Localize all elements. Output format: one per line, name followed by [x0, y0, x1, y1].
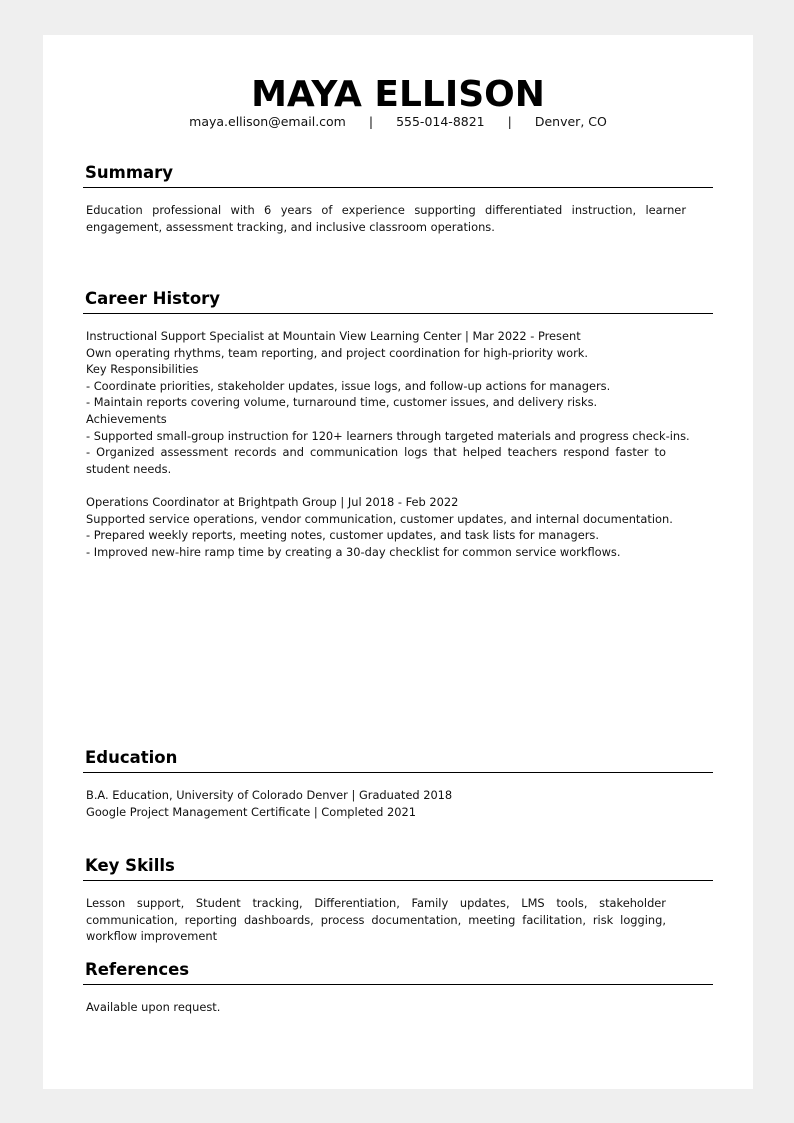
career-history-heading: Career History — [85, 289, 221, 308]
achievement-item: - Organized assessment records and communication logs that helped teachers respond faster to student needs. — [86, 445, 666, 476]
responsibility-item: - Maintain reports covering volume, turnaround time, customer issues, and delivery risks. — [86, 395, 598, 410]
location-text: Denver, CO — [534, 114, 607, 129]
responsibilities-label: Key Responsibilities — [86, 362, 199, 377]
contact-separator: | — [368, 114, 374, 129]
section-divider — [83, 984, 713, 985]
resume-page — [43, 35, 753, 1089]
job-description: Supported service operations, vendor communication, customer updates, and internal documentation. — [86, 511, 673, 526]
career-history-body — [86, 328, 690, 560]
achievement-item: - Supported small-group instruction for 120+ learners through targeted materials and progress check-ins. — [86, 428, 690, 443]
job-heading: Instructional Support Specialist at Mountain View Learning Center | Mar 2022 - Present — [86, 329, 581, 343]
summary-heading: Summary — [85, 163, 174, 182]
education-item: Google Project Management Certificate | Completed 2021 — [86, 804, 417, 819]
summary-paragraph: Education professional with 6 years of experience supporting differentiated instruction, learner engagement, assessment tracking, and inclusive classroom operations. — [86, 203, 686, 234]
job-spacer — [86, 477, 686, 494]
achievements-label: Achievements — [86, 411, 167, 426]
key-skills-heading: Key Skills — [85, 856, 175, 875]
responsibility-item: - Coordinate priorities, stakeholder updates, issue logs, and follow-up actions for managers. — [86, 378, 611, 393]
section-divider — [83, 313, 713, 314]
job-heading: Operations Coordinator at Brightpath Group | Jul 2018 - Feb 2022 — [86, 494, 459, 509]
key-skills-body — [86, 895, 666, 945]
skills-paragraph: Lesson support, Student tracking, Differentiation, Family updates, LMS tools, stakeholder communication, reporting dashboards, process documentation, meeting facilitation, risk logging, workflow improvement — [86, 896, 666, 944]
references-heading: References — [85, 960, 190, 979]
contact-line — [43, 113, 753, 131]
contact-separator: | — [507, 114, 512, 129]
education-item: B.A. Education, University of Colorado Denver | Graduated 2018 — [86, 788, 453, 802]
section-divider — [83, 187, 713, 188]
summary-text — [86, 202, 686, 235]
section-divider — [83, 880, 713, 881]
references-text: Available upon request. — [86, 1000, 221, 1014]
education-heading: Education — [85, 748, 178, 767]
email-text: maya.ellison@email.com — [189, 114, 346, 129]
job-bullet: - Prepared weekly reports, meeting notes, customer updates, and task lists for managers. — [86, 528, 599, 543]
job-description: Own operating rhythms, team reporting, and project coordination for high-priority work. — [86, 345, 588, 360]
references-body — [86, 999, 686, 1016]
job-bullet: - Improved new-hire ramp time by creating a 30-day checklist for common service workflows. — [86, 544, 621, 559]
phone-text: 555-014-8821 — [396, 114, 485, 129]
candidate-name: MAYA ELLISON — [251, 74, 545, 115]
section-divider — [83, 772, 713, 773]
education-body — [86, 787, 686, 820]
